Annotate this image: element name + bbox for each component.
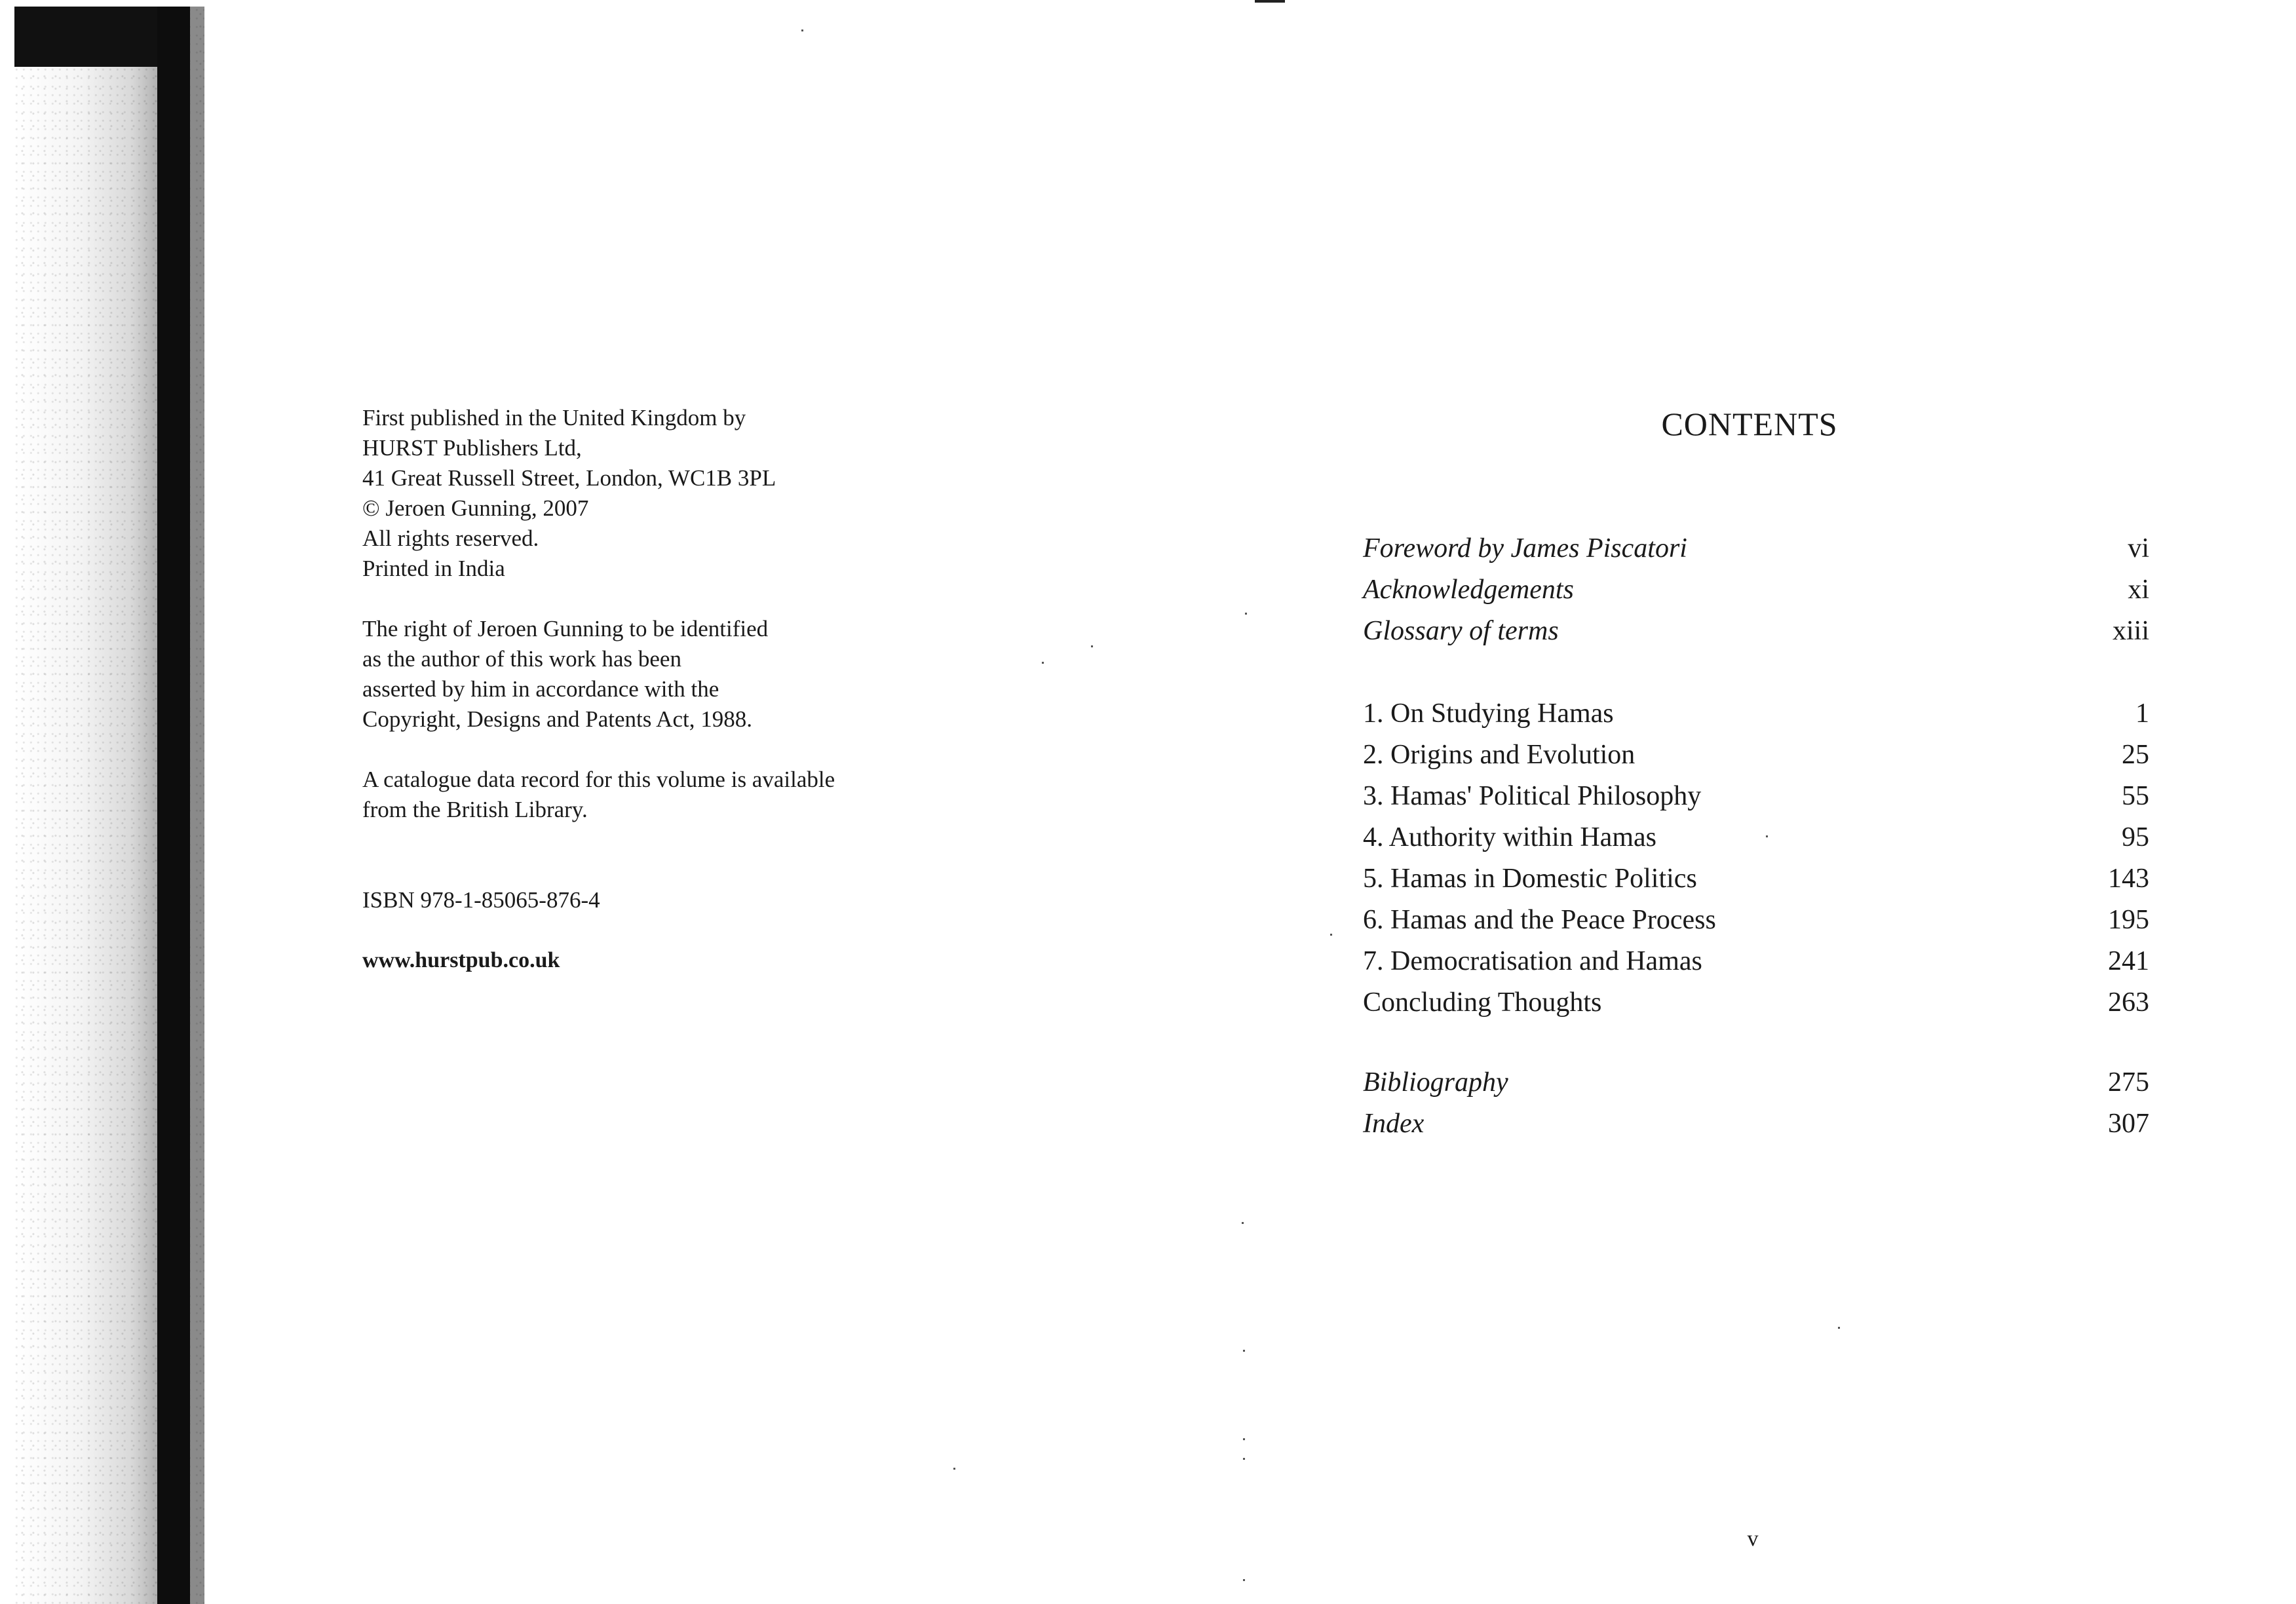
toc-entry[interactable] <box>1363 528 2149 569</box>
contents-heading: CONTENTS <box>1661 406 1838 442</box>
scan-speck <box>1243 1350 1245 1352</box>
imprint-line: HURST Publishers Ltd, <box>362 435 582 461</box>
page-number: v <box>1747 1527 1759 1551</box>
scan-speck <box>1091 645 1093 647</box>
toc-entry-page: xiii <box>2112 616 2149 646</box>
imprint-line: 41 Great Russell Street, London, WC1B 3PL <box>362 465 776 491</box>
scan-speck <box>1042 662 1044 664</box>
toc-entry[interactable] <box>1363 569 2149 611</box>
toc-entry-page: 25 <box>2122 740 2149 770</box>
isbn: ISBN 978-1-85065-876-4 <box>362 887 600 913</box>
toc-entry-page: 95 <box>2122 822 2149 852</box>
toc-entry-title: 2. Origins and Evolution <box>1363 740 1636 770</box>
toc-front-matter <box>1363 528 2149 652</box>
binding-spine-bar <box>157 7 190 1604</box>
gutter-mark <box>1255 0 1285 3</box>
toc-entry-page: 307 <box>2108 1109 2149 1139</box>
toc-entry[interactable] <box>1363 776 2149 817</box>
toc-entry[interactable] <box>1363 982 2149 1023</box>
toc-chapters <box>1363 693 2149 1023</box>
toc-entry[interactable] <box>1363 900 2149 941</box>
rights-line: as the author of this work has been <box>362 646 681 672</box>
toc-entry[interactable] <box>1363 611 2149 652</box>
toc-entry-page: 55 <box>2122 781 2149 811</box>
toc-entry[interactable] <box>1363 941 2149 982</box>
scan-speck <box>801 29 803 31</box>
rights-line: Copyright, Designs and Patents Act, 1988. <box>362 706 752 732</box>
toc-entry-page: 263 <box>2108 987 2149 1018</box>
imprint-line: Printed in India <box>362 556 505 581</box>
rights-line: The right of Jeroen Gunning to be identified <box>362 616 769 641</box>
toc-entry-title: Glossary of terms <box>1363 616 1559 646</box>
rights-line: asserted by him in accordance with the <box>362 676 719 702</box>
toc-entry-page: 195 <box>2108 905 2149 935</box>
scan-speck <box>1330 934 1332 936</box>
toc-entry-title: Acknowledgements <box>1363 575 1574 605</box>
toc-entry[interactable] <box>1363 693 2149 735</box>
scan-speck <box>1242 1222 1244 1224</box>
toc-entry-title: 6. Hamas and the Peace Process <box>1363 905 1716 935</box>
toc-entry-title: 4. Authority within Hamas <box>1363 822 1656 852</box>
catalogue-line: from the British Library. <box>362 797 588 822</box>
moral-rights-statement <box>362 614 952 735</box>
toc-entry[interactable] <box>1363 1062 2149 1103</box>
toc-entry-title: 7. Democratisation and Hamas <box>1363 946 1702 976</box>
toc-entry-page: 143 <box>2108 864 2149 894</box>
toc-entry-title: Concluding Thoughts <box>1363 987 1602 1018</box>
toc-entry-page: 275 <box>2108 1067 2149 1098</box>
publication-info <box>362 403 952 584</box>
toc-back-matter <box>1363 1062 2149 1145</box>
scan-speck <box>1243 1579 1245 1581</box>
toc-entry[interactable] <box>1363 735 2149 776</box>
toc-entry-page: vi <box>2128 533 2149 563</box>
imprint-line: First published in the United Kingdom by <box>362 405 746 430</box>
imprint-line: All rights reserved. <box>362 525 539 551</box>
toc-entry-title: 1. On Studying Hamas <box>1363 698 1614 729</box>
scan-speck <box>953 1468 955 1470</box>
toc-entry[interactable] <box>1363 858 2149 900</box>
catalogue-statement <box>362 765 952 825</box>
toc-entry[interactable] <box>1363 817 2149 858</box>
imprint-line: © Jeroen Gunning, 2007 <box>362 495 589 521</box>
copyright-block <box>362 403 952 976</box>
publisher-website-link[interactable]: www.hurstpub.co.uk <box>362 948 560 972</box>
toc-entry-title: Foreword by James Piscatori <box>1363 533 1687 563</box>
toc-entry-page: 1 <box>2135 698 2149 729</box>
scan-speck <box>1243 1438 1245 1440</box>
toc-entry-title: 3. Hamas' Political Philosophy <box>1363 781 1702 811</box>
toc-entry-page: 241 <box>2108 946 2149 976</box>
toc-entry-page: xi <box>2128 575 2149 605</box>
toc-entry-title: 5. Hamas in Domestic Politics <box>1363 864 1697 894</box>
scan-speck <box>1838 1327 1840 1329</box>
scan-speck <box>1766 835 1768 837</box>
catalogue-line: A catalogue data record for this volume is available <box>362 767 835 792</box>
scan-speck <box>1245 613 1247 615</box>
toc-entry[interactable] <box>1363 1103 2149 1145</box>
toc-entry-title: Bibliography <box>1363 1067 1508 1098</box>
toc-entry-title: Index <box>1363 1109 1425 1139</box>
scan-speck <box>1243 1458 1245 1460</box>
